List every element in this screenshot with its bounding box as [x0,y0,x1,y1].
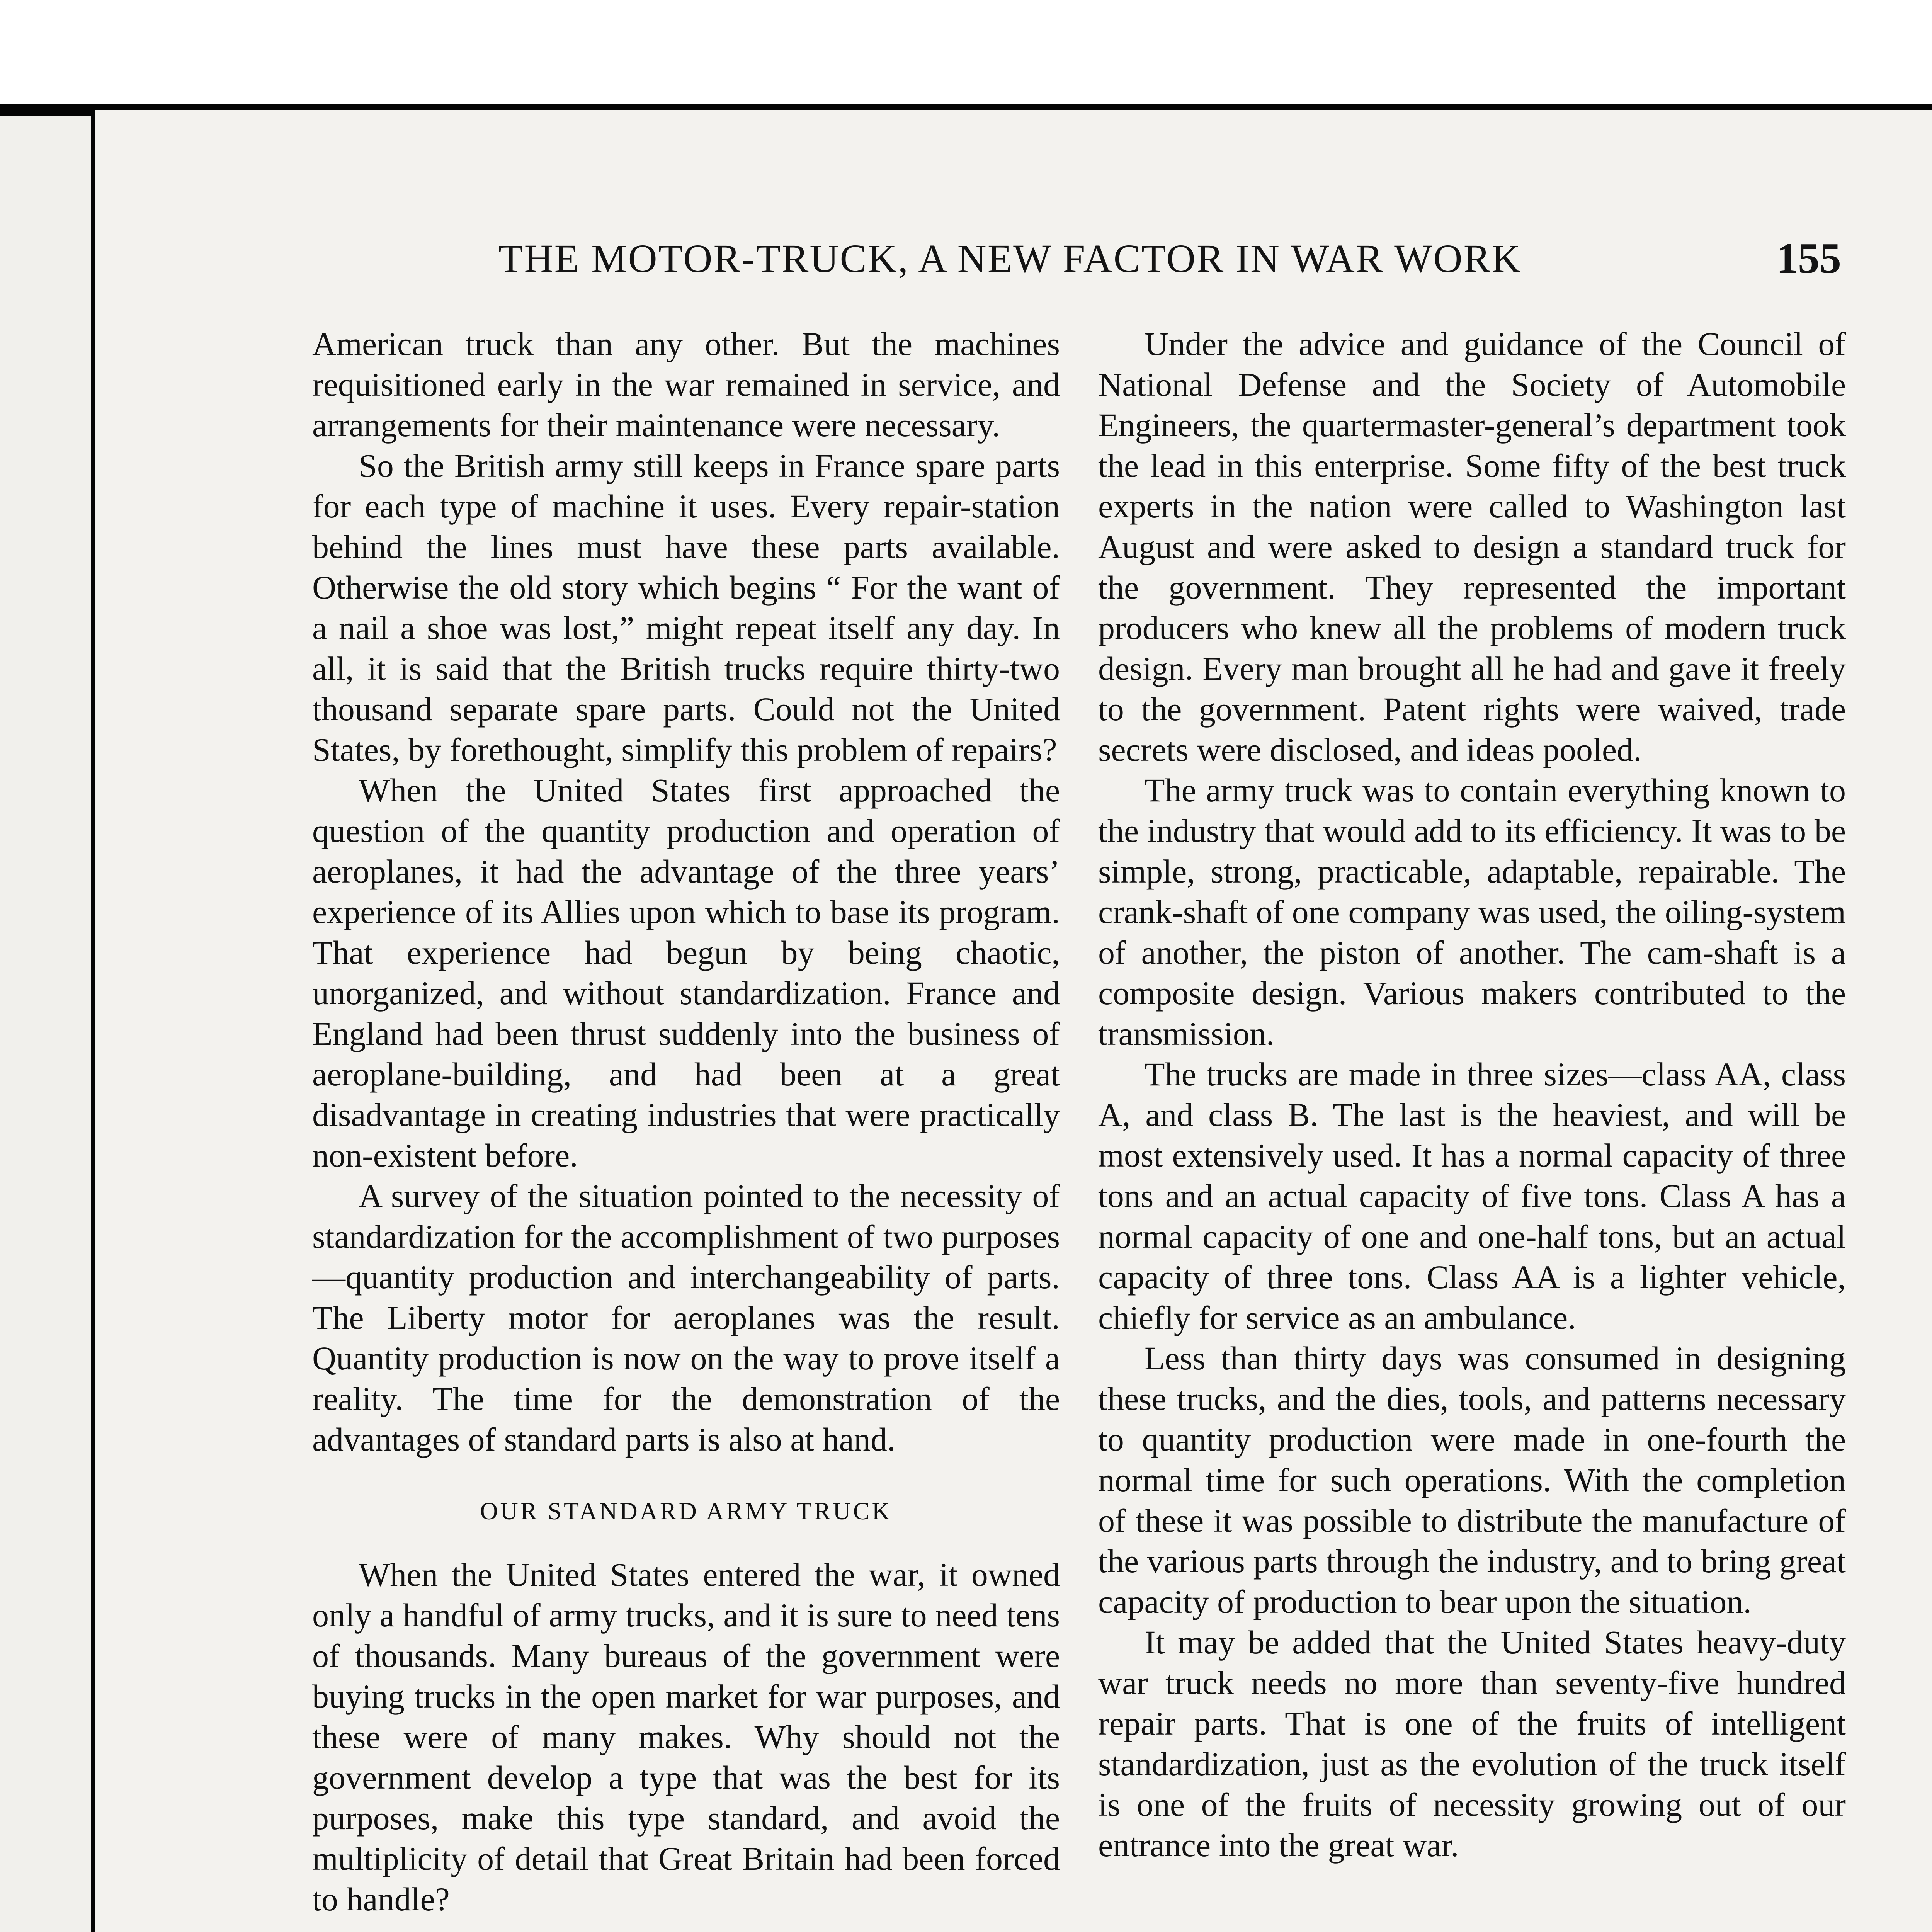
paragraph: The trucks are made in three sizes—class AA, class A, and class B. The last is the heaviest, and will be most extensively used. It has a normal capacity of three tons and an actual capacity of five tons. Class A has a normal capacity of one and one-half tons, but an actual capacity of three tons. Class AA is a lighter vehicle, chiefly for service as an ambulance. [1098,1056,1846,1336]
paragraph: Less than thirty days was consumed in designing these trucks, and the dies, tools, and patterns necessary to quantity production were made in one-fourth the normal time for such operations. With the completion of these it was possible to distribute the manufacture of the various parts through the industry, and to bring great capacity of production to bear upon the situation. [1098,1340,1846,1620]
paragraph: American truck than any other. But the machines requisitioned early in the war remained in service, and arrangements for their maintenance were necessary. [312,325,1060,444]
scan-background-top [0,0,1932,112]
right-column [1098,324,1846,1866]
previous-page-edge [0,116,91,1932]
paragraph: The army truck was to contain everything known to the industry that would add to its efficiency. It was to be simple, strong, practicable, adaptable, repairable. The crank-shaft of one company was used, the oiling-system of another, the piston of another. The cam-shaft is a composite design. Various makers contributed to the transmission. [1098,772,1846,1052]
paragraph: Under the advice and guidance of the Council of National Defense and the Society of Automobile Engineers, the quartermaster-general’s department took the lead in this enterprise. Some fifty of the best truck experts in the nation were called to Washington last August and were asked to design a standard truck for the government. They represented the important producers who knew all the problems of modern truck design. Every man brought all he had and gave it freely to the government. Patent rights were waived, trade secrets were disclosed, and ideas pooled. [1098,325,1846,768]
running-title: THE MOTOR-TRUCK, A NEW FACTOR IN WAR WORK [498,236,1522,281]
section-subhead: OUR STANDARD ARMY TRUCK [480,1497,892,1525]
paragraph: It may be added that the United States heavy-duty war truck needs no more than seventy-five hundred repair parts. That is one of the fruits of intelligent standardization, just as the evolution of the truck itself is one of the fruits of necessity growing out of our entrance into the great war. [1098,1624,1846,1864]
paragraph: When the United States entered the war, it owned only a handful of army trucks, and it is sure to need tens of thousands. Many bureaus of the government were buying trucks in the open market for war purposes, and these were of many makes. Why should not the government develop a type that was the best for its purposes, make this type standard, and avoid the multiplicity of detail that Great Britain had been forced to handle? [312,1556,1060,1918]
left-column [312,324,1060,1920]
paragraph: When the United States first approached the question of the quantity production and operation of aeroplanes, it had the advantage of the three years’ experience of its Allies upon which to base its program. That experience had begun by being chaotic, unorganized, and without standardization. France and England had been thrust suddenly into the business of aeroplane-building, and had been at a great disadvantage in creating industries that were practically non-existent before. [312,772,1060,1174]
paragraph: A survey of the situation pointed to the necessity of standardization for the accomplishment of two purposes—quantity production and interchangeability of parts. The Liberty motor for aeroplanes was the result. Quantity production is now on the way to prove itself a reality. The time for the demonstration of the advantages of standard parts is also at hand. [312,1177,1060,1458]
page-number: 155 [1776,235,1841,282]
paragraph: So the British army still keeps in France spare parts for each type of machine it uses. Every repair-station behind the lines must have these parts available. Otherwise the old story which begins “ For the want of a nail a shoe was lost,” might repeat itself any day. In all, it is said that the British trucks require thirty-two thousand separate spare parts. Could not the United States, by forethought, simplify this problem of repairs? [312,447,1060,768]
